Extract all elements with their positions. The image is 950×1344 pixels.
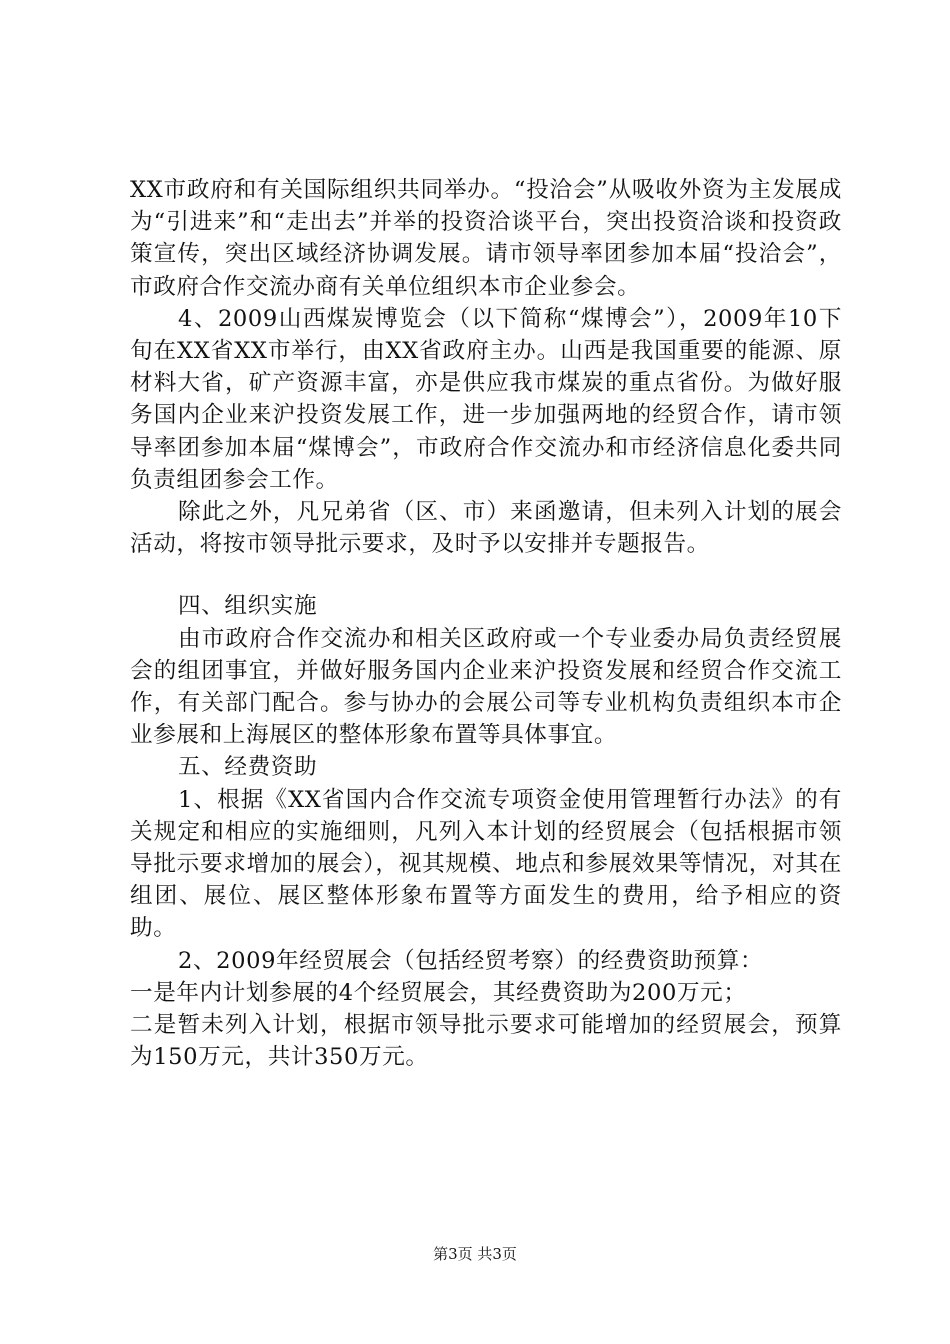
heading-organization: 四、组织实施 [178,593,318,620]
paragraph-other-invitations: 除此之外，凡兄弟省（区、市）来函邀请，但未列入计划的展会活动，将按市领导批示要求，及时予以安排并专题报告。 [130,499,842,558]
paragraph-investment-fair: XX市政府和有关国际组织共同举办。“投洽会”从吸收外资为主发展成为“引进来”和“走出去”并举的投资洽谈平台，突出投资洽谈和投资政策宣传，突出区域经济协调发展。请市领导率团参加本届“投洽会”，市政府合作交流办商有关单位组织本市企业参会。 [130,177,842,300]
paragraph-funding-rules: 1、根据《XX省国内合作交流专项资金使用管理暂行办法》的有关规定和相应的实施细则，凡列入本计划的经贸展会（包括根据市领导批示要求增加的展会），视其规模、地点和参展效果等情况，对其在组团、展位、展区整体形象布置等方面发生的费用，给予相应的资助。 [130,786,842,942]
paragraph-budget-item-2: 二是暂未列入计划，根据市领导批示要求可能增加的经贸展会，预算为150万元，共计350万元。 [130,1012,842,1071]
page-number: 第3页 共3页 [433,1245,517,1263]
document-body [130,174,842,1073]
section-gap [130,560,842,590]
paragraph-coal-expo: 4、2009山西煤炭博览会（以下简称“煤博会”），2009年10下旬在XX省XX市举行，由XX省政府主办。山西是我国重要的能源、原材料大省，矿产资源丰富，亦是供应我市煤炭的重点省份。为做好服务国内企业来沪投资发展工作，进一步加强两地的经贸合作，请市领导率团参加本届“煤博会”，市政府合作交流办和市经济信息化委共同负责组团参会工作。 [130,305,842,493]
paragraph-budget-item-1: 一是年内计划参展的4个经贸展会，其经费资助为200万元； [130,979,747,1006]
paragraph-organization: 由市政府合作交流办和相关区政府或一个专业委办局负责经贸展会的组团事宜，并做好服务国内企业来沪投资发展和经贸合作交流工作，有关部门配合。参与协办的会展公司等专业机构负责组织本市企业参展和上海展区的整体形象布置等具体事宜。 [130,625,842,749]
paragraph-funding-budget: 2、2009年经贸展会（包括经贸考察）的经费资助预算： [178,947,764,974]
heading-funding: 五、经费资助 [178,754,318,781]
